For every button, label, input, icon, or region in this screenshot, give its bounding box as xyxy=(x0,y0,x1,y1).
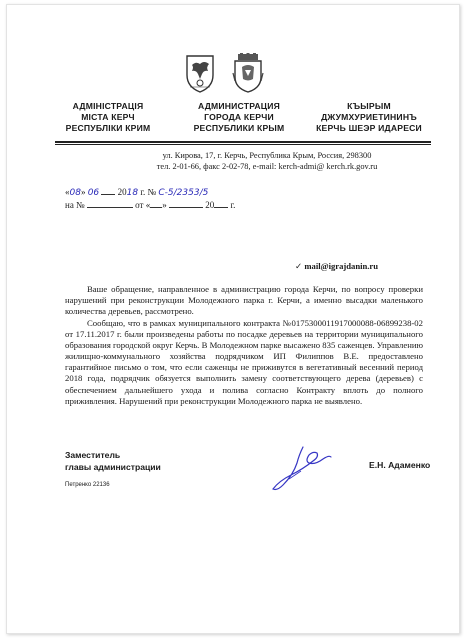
incoming-reference xyxy=(65,198,235,210)
letter-page xyxy=(6,4,460,634)
signer-position-line-1: Заместитель xyxy=(65,450,121,460)
incoming-number-blank xyxy=(87,198,133,208)
ref-number: С-5/2353/5 xyxy=(158,188,209,198)
org-ua-line-1: АДМІНІСТРАЦІЯ xyxy=(72,101,144,111)
incoming-date-label: от « xyxy=(135,200,151,210)
executor-note: Петренко 22136 xyxy=(65,482,110,488)
ref-year-prefix: 20 xyxy=(117,187,127,197)
ref-number-label: г. № xyxy=(140,187,157,197)
header-divider-thin xyxy=(55,144,431,145)
incoming-year-label: г. xyxy=(230,200,236,210)
org-name-ukrainian xyxy=(53,101,163,134)
incoming-year-blank xyxy=(214,198,228,208)
org-ua-line-3: РЕСПУБЛІКИ КРИМ xyxy=(65,123,151,133)
incoming-number-label: на № xyxy=(65,200,85,210)
ref-quote-close: » xyxy=(80,187,86,197)
ref-date-day: 08 xyxy=(69,188,81,198)
ref-year-suffix: 18 xyxy=(126,188,139,198)
crimea-coat-of-arms-icon xyxy=(184,53,216,93)
signer-name: Е.Н. Адаменко xyxy=(369,460,431,470)
org-ru-line-3: РЕСПУБЛИКИ КРЫМ xyxy=(193,123,285,133)
ref-month-blank xyxy=(101,185,115,195)
header-divider-thick xyxy=(55,141,431,143)
kerch-coat-of-arms-icon xyxy=(232,53,264,93)
body-paragraph-2: Сообщаю, что в рамках муниципального контракта №0175300011917000088-06899238-02 от 17.11.2017 г. были произведены работы по посадке деревьев на территории муниципального образования городской округ Керчь. В Молодежном парке высажено 835 саженцев. Управлению жилищно-коммунального хозяйства подрядчиком ИП Филиппов В.Е. предоставлено гарантийное письмо о том, что если саженцы не приживутся в вегетативный весенний период 2018 года, подрядчик обязуется выполнить замену соответствующего дерева (деревьев) с обеспечением дальнейшего ухода и полива согласно Контракту вплоть до полного приживления. Нарушений при реконструкции Молодежного парка не выявлено. xyxy=(65,318,423,406)
outgoing-reference xyxy=(65,185,208,198)
org-ru-line-1: АДМИНИСТРАЦИЯ xyxy=(197,101,281,111)
org-name-russian xyxy=(179,101,299,134)
org-ru-line-2: ГОРОДА КЕРЧИ xyxy=(204,112,274,122)
org-name-crimean-tatar xyxy=(303,101,435,134)
org-ct-line-1: КЪЫРЫМ xyxy=(347,101,391,111)
recipient-email-text: mail@igrajdanin.ru xyxy=(304,261,379,271)
contacts-line: тел. 2-01-66, факс 2-02-78, e-mail: kerch-admi@ kerch.rk.gov.ru xyxy=(156,162,378,171)
ref-date-month: 06 xyxy=(87,188,100,198)
org-ct-line-2: ДЖУМХУРИЕТИНИНЪ xyxy=(321,112,417,122)
incoming-month-blank xyxy=(169,198,203,208)
incoming-day-blank xyxy=(150,198,162,208)
handwritten-signature xyxy=(269,445,333,495)
signer-position-line-2: главы администрации xyxy=(65,462,161,472)
check-mark-icon: ✓ xyxy=(295,261,303,271)
incoming-quote-close: » xyxy=(162,200,167,210)
body-paragraph-1: Ваше обращение, направленное в администрацию города Керчи, по вопросу проверки нарушений при реконструкции Молодежного парка г. Керчи, а именно высадки маленького количества деревьев, рассмотрено. xyxy=(65,284,423,317)
ref-quote-open: « xyxy=(65,187,70,197)
org-ct-line-3: КЕРЧЬ ШЕЭР ИДАРЕСИ xyxy=(316,123,422,133)
incoming-year-prefix: 20 xyxy=(205,200,215,210)
address-line: ул. Кирова, 17, г. Керчь, Республика Крым, Россия, 298300 xyxy=(162,151,372,160)
org-ua-line-2: МІСТА КЕРЧ xyxy=(81,112,135,122)
recipient-email xyxy=(295,261,378,272)
